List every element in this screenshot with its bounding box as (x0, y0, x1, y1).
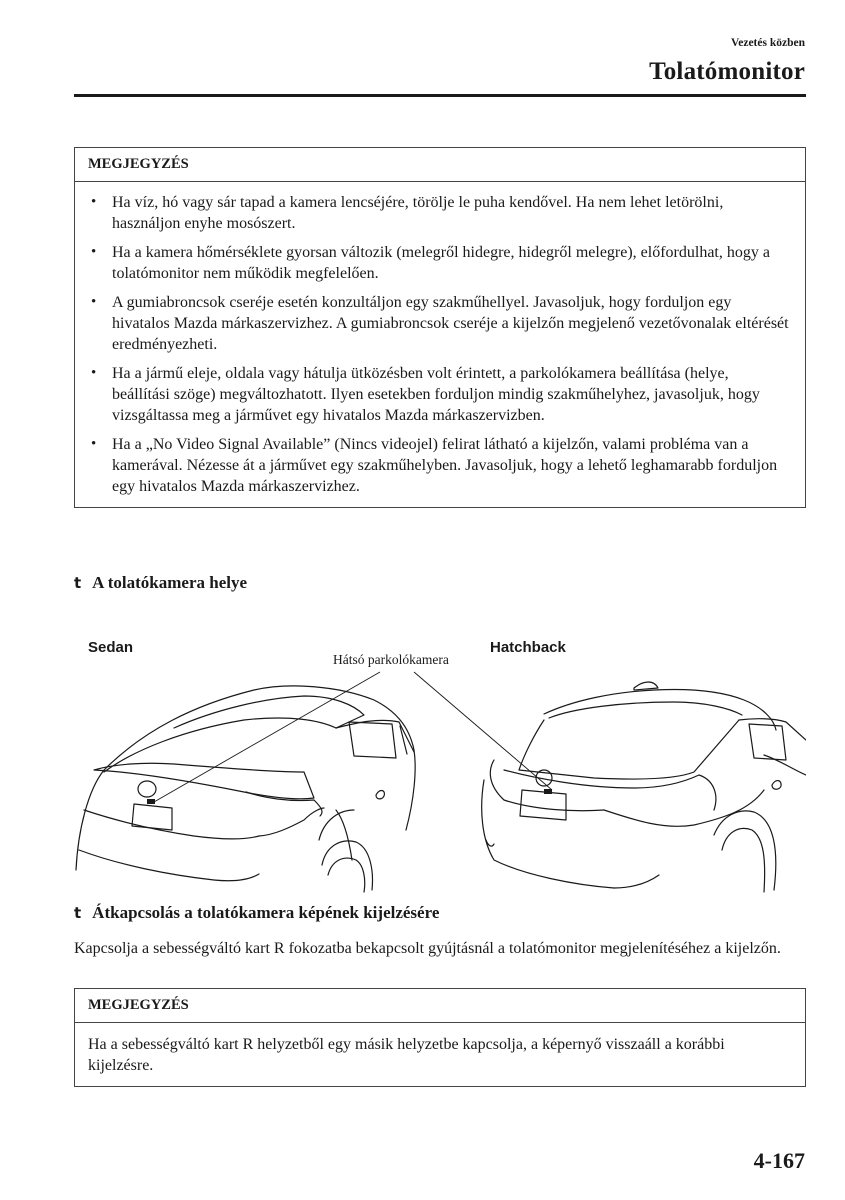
section-heading-switching (74, 903, 439, 923)
note-item (88, 242, 789, 284)
callout-leader-hatchback (414, 672, 552, 790)
bullet-icon: • (91, 294, 97, 310)
note-item-text: Ha a jármű eleje, oldala vagy hátulja ütközésben volt érintett, a parkolókamera beállítása (helye, beállítási szöge) megváltozhatott. Ilyen esetekben forduljon mindig szakműhelyhez, javasoljuk, hogy vizsgáltassa meg a járművet egy hivatalos Mazda márkaszervizben. (112, 365, 760, 424)
bullet-icon: • (91, 194, 97, 210)
note-body (75, 1023, 805, 1086)
body-paragraph: Kapcsolja a sebességváltó kart R fokozatba bekapcsolt gyújtásnál a tolatómonitor megjelenítéséhez a kijelzőn. (74, 940, 781, 957)
note-item (88, 292, 789, 355)
section-heading-text: Átkapcsolás a tolatókamera képének kijelzésére (92, 903, 440, 922)
note-box (74, 147, 806, 508)
section-heading-camera-location (74, 573, 247, 593)
section-marker-icon: t (74, 574, 82, 592)
title-rule (74, 94, 806, 97)
page-title: Tolatómonitor (649, 58, 805, 85)
note-box-2 (74, 988, 806, 1087)
note-item-text: Ha a „No Video Signal Available” (Nincs videojel) felirat látható a kijelzőn, valami probléma van a kamerával. Nézesse át a járművet egy szakműhelyben. Javasoljuk, hogy a lehető leghamarabb forduljon egy hivatalos Mazda márkaszervizhez. (112, 436, 778, 495)
note-list (88, 192, 789, 497)
note-item (88, 192, 789, 234)
note-heading: MEGJEGYZÉS (75, 148, 805, 182)
section-marker-icon: t (74, 904, 82, 922)
note-body (75, 182, 805, 507)
camera-callout: Hátsó parkolókamera (333, 652, 449, 667)
hatchback-car-drawing (482, 682, 806, 892)
note-text: Ha a sebességváltó kart R helyzetből egy másik helyzetbe kapcsolja, a képernyő visszaáll a korábbi kijelzésre. (88, 1036, 725, 1074)
page-number: 4-167 (753, 1148, 805, 1173)
note-item (88, 363, 789, 426)
hatchback-label: Hatchback (490, 639, 566, 656)
sedan-label: Sedan (88, 639, 134, 656)
section-label: Vezetés közben (731, 37, 805, 49)
camera-location-illustration (74, 660, 806, 895)
note-item-text: Ha víz, hó vagy sár tapad a kamera lencséjére, törölje le puha kendővel. Ha nem lehet letörölni, használjon enyhe mosószert. (112, 194, 724, 232)
note-heading: MEGJEGYZÉS (75, 989, 805, 1023)
section-heading-text: A tolatókamera helye (92, 573, 248, 592)
note-item (88, 434, 789, 497)
sedan-car-drawing (76, 686, 415, 892)
note-item-text: Ha a kamera hőmérséklete gyorsan változik (melegről hidegre, hidegről melegre), előfordulhat, hogy a tolatómonitor nem működik megfelelően. (112, 244, 770, 282)
note-item-text: A gumiabroncsok cseréje esetén konzultáljon egy szakműhellyel. Javasoljuk, hogy forduljon egy hivatalos Mazda márkaszervizhez. A gumiabroncsok cseréje a kijelzőn megjelenő vezetővonalak eltérését eredményezheti. (112, 294, 789, 353)
bullet-icon: • (91, 244, 97, 260)
bullet-icon: • (91, 436, 97, 452)
bullet-icon: • (91, 365, 97, 381)
